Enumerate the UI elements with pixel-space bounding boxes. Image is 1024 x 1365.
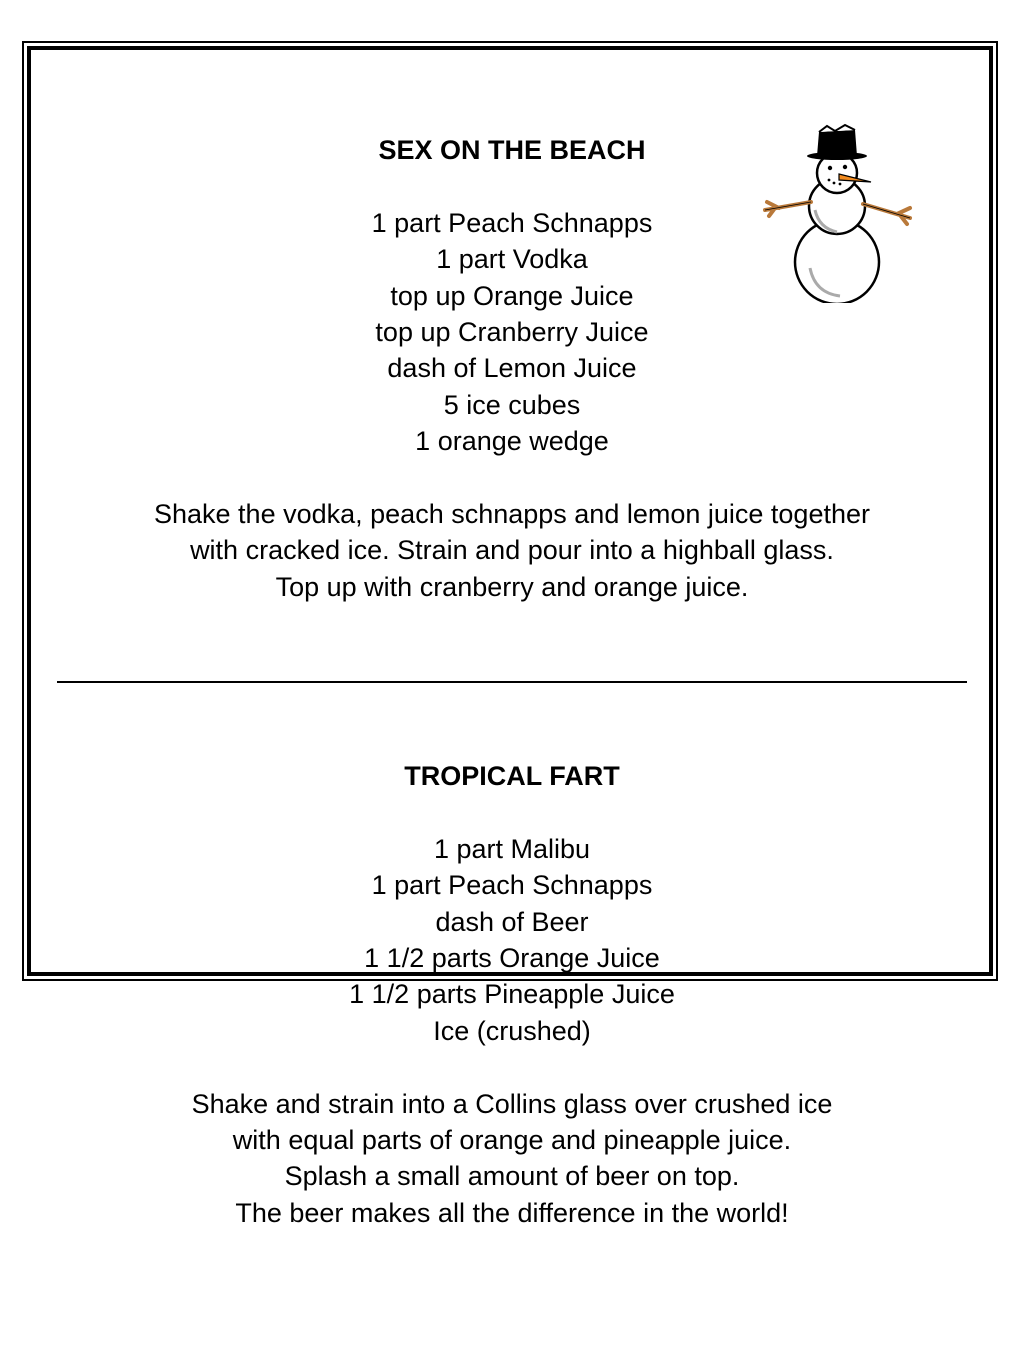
snowman-icon — [755, 118, 920, 303]
ingredient-line: 1 orange wedge — [415, 426, 609, 457]
ingredient-line: 1 part Vodka — [436, 244, 588, 275]
snowman-left-eye — [828, 166, 832, 170]
hat-crown — [817, 130, 857, 156]
mouth-dot — [828, 179, 831, 182]
ingredient-line: 5 ice cubes — [443, 389, 581, 420]
section-divider — [57, 681, 967, 683]
instruction-line: Top up with cranberry and orange juice. — [275, 571, 749, 602]
snowman-right-arm — [863, 204, 910, 224]
ingredient-line: 1 1/2 parts Pineapple Juice — [349, 979, 675, 1010]
instruction-line: with equal parts of orange and pineapple juice. — [232, 1125, 792, 1156]
ingredient-line: 1 1/2 parts Orange Juice — [364, 943, 660, 974]
instruction-line: with cracked ice. Strain and pour into a highball glass. — [190, 535, 834, 566]
instruction-line: The beer makes all the difference in the world! — [235, 1197, 789, 1228]
spacer — [30, 1049, 994, 1085]
ingredient-line: 1 part Malibu — [433, 833, 591, 864]
ingredient-line: top up Cranberry Juice — [375, 317, 649, 348]
instruction-line: Shake and strain into a Collins glass over crushed ice — [191, 1088, 833, 1119]
spacer — [30, 460, 994, 496]
snowman-right-eye — [843, 165, 847, 169]
ingredient-line: dash of Beer — [435, 906, 589, 937]
ingredient-line: top up Orange Juice — [390, 280, 634, 311]
ingredient-line: Ice (crushed) — [433, 1015, 591, 1046]
mouth-dot — [833, 182, 836, 185]
ingredient-line: 1 part Peach Schnapps — [371, 870, 653, 901]
instruction-line: Shake the vodka, peach schnapps and lemon juice together — [154, 499, 870, 530]
mouth-dot — [839, 183, 842, 186]
ingredient-line: 1 part Peach Schnapps — [371, 207, 653, 238]
recipe-title: TROPICAL FART — [404, 761, 620, 791]
recipe-card-tropical-fart — [30, 758, 994, 1231]
instruction-line: Splash a small amount of beer on top. — [284, 1161, 740, 1192]
ingredient-line: dash of Lemon Juice — [387, 353, 637, 384]
spacer — [30, 794, 994, 830]
recipe-title: SEX ON THE BEACH — [378, 135, 646, 165]
